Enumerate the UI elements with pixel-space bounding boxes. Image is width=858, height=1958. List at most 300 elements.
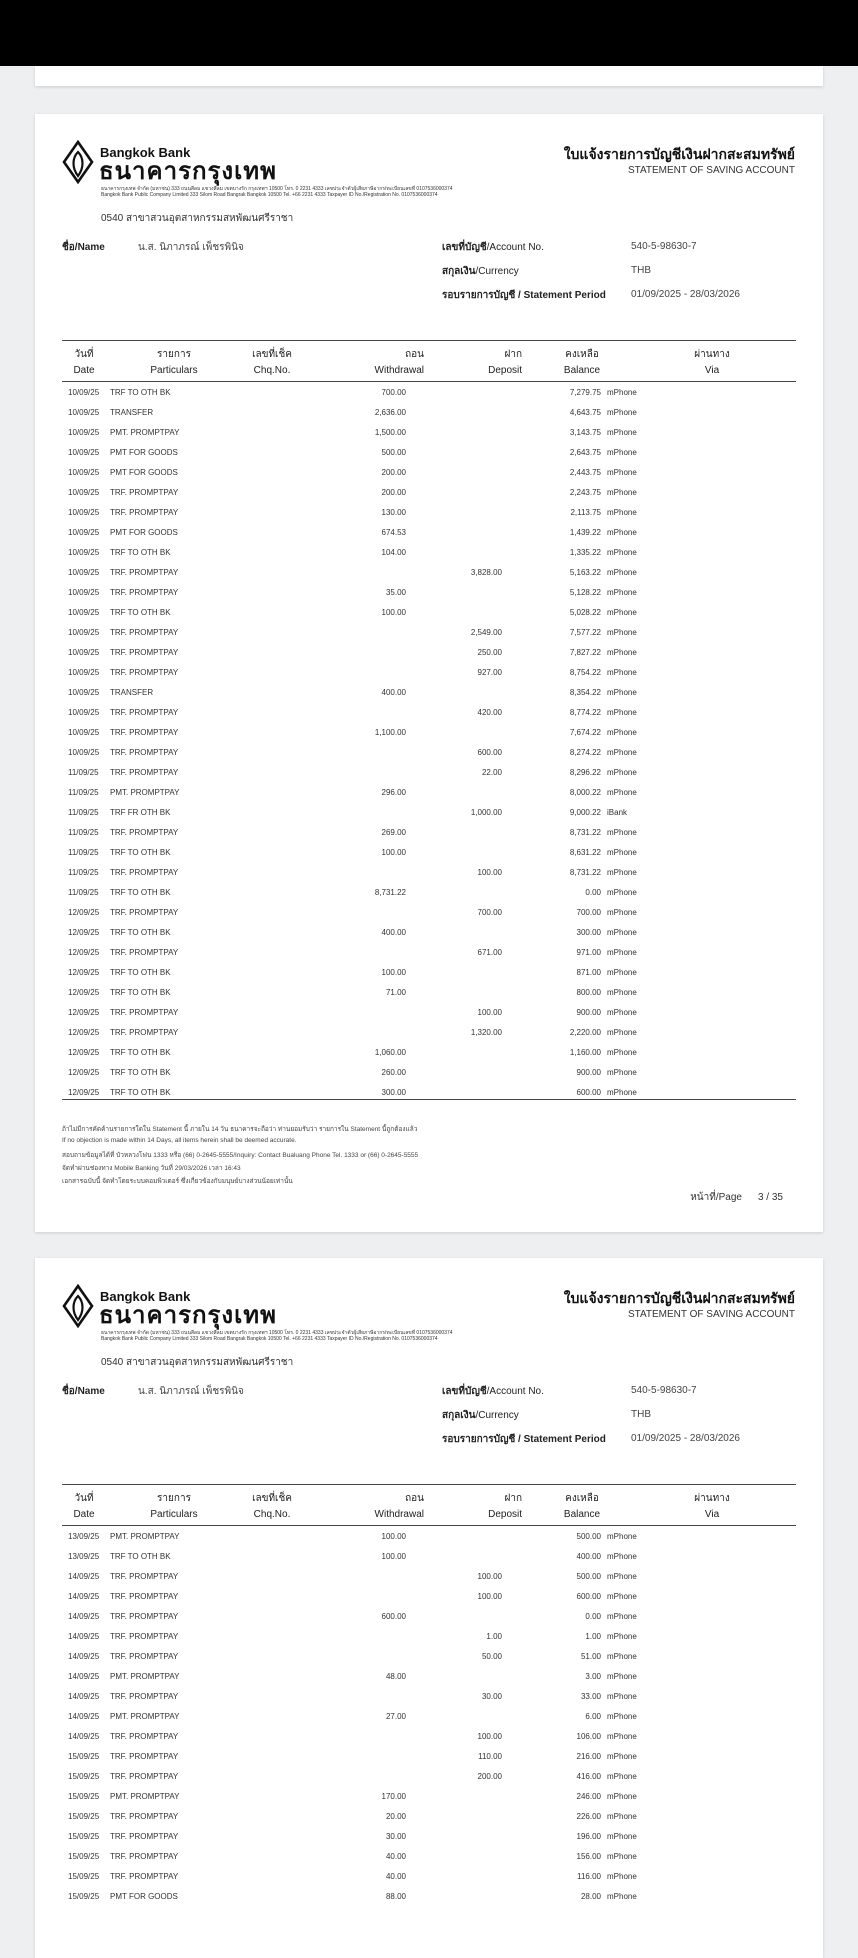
row-date: 15/09/25 [68, 1812, 100, 1821]
row-via: mPhone [607, 1852, 637, 1861]
row-date: 10/09/25 [68, 528, 100, 537]
row-balance: 1,160.00 [569, 1048, 601, 1057]
row-balance: 2,243.75 [569, 488, 601, 497]
row-withdrawal: 71.00 [385, 988, 406, 997]
col-via-en: Via [704, 1509, 720, 1520]
row-withdrawal: 100.00 [381, 1552, 406, 1561]
table-row [62, 902, 796, 922]
row-withdrawal: 200.00 [381, 468, 406, 477]
row-via: mPhone [607, 928, 637, 937]
row-deposit: 420.00 [477, 708, 502, 717]
row-balance: 116.00 [577, 1872, 601, 1881]
row-withdrawal: 40.00 [385, 1852, 406, 1861]
row-deposit: 50.00 [481, 1652, 502, 1661]
row-via: mPhone [607, 448, 637, 457]
row-particulars: PMT FOR GOODS [110, 1892, 178, 1901]
row-balance: 600.00 [576, 1592, 601, 1601]
table-row [62, 1726, 796, 1746]
transactions-table [62, 340, 796, 1102]
row-date: 12/09/25 [68, 968, 100, 977]
row-particulars: TRF. PROMPTPAY [110, 1612, 179, 1621]
row-via: mPhone [607, 908, 637, 917]
row-withdrawal: 600.00 [381, 1612, 406, 1621]
table-row [62, 1786, 796, 1806]
row-balance: 8,000.22 [569, 788, 601, 797]
table-row [62, 722, 796, 742]
row-withdrawal: 40.00 [385, 1872, 406, 1881]
table-row [62, 462, 796, 482]
row-date: 11/09/25 [68, 868, 99, 877]
row-balance: 1.00 [585, 1632, 601, 1641]
account-label: เลขที่บัญชี/Account No. [442, 1386, 544, 1397]
row-via: mPhone [607, 568, 637, 577]
row-date: 10/09/25 [68, 648, 100, 657]
row-withdrawal: 400.00 [381, 688, 406, 697]
row-particulars: TRF TO OTH BK [110, 988, 171, 997]
row-date: 15/09/25 [68, 1752, 100, 1761]
row-deposit: 1,320.00 [470, 1028, 502, 1037]
row-particulars: PMT. PROMPTPAY [110, 1672, 180, 1681]
row-deposit: 1.00 [486, 1632, 502, 1641]
col-withdrawal-th: ถอน [405, 1493, 424, 1504]
row-date: 11/09/25 [68, 888, 99, 897]
row-particulars: TRF. PROMPTPAY [110, 708, 179, 717]
row-via: mPhone [607, 1028, 637, 1037]
table-row [62, 1002, 796, 1022]
table-row [62, 662, 796, 682]
row-balance: 8,774.22 [569, 708, 601, 717]
row-date: 14/09/25 [68, 1692, 100, 1701]
table-row [62, 802, 796, 822]
row-particulars: TRF. PROMPTPAY [110, 748, 179, 757]
table-row [62, 1666, 796, 1686]
account-value: 540-5-98630-7 [631, 241, 697, 252]
row-balance: 500.00 [576, 1572, 601, 1581]
row-date: 14/09/25 [68, 1732, 100, 1741]
row-balance: 6.00 [585, 1712, 601, 1721]
row-balance: 5,028.22 [569, 608, 601, 617]
row-particulars: PMT FOR GOODS [110, 528, 178, 537]
row-balance: 7,674.22 [569, 728, 601, 737]
row-via: mPhone [607, 748, 637, 757]
row-via: mPhone [607, 1812, 637, 1821]
row-deposit: 100.00 [477, 1572, 502, 1581]
previous-page-bottom [35, 66, 823, 86]
table-body [62, 1526, 796, 1906]
row-deposit: 30.00 [481, 1692, 502, 1701]
row-deposit: 100.00 [477, 868, 502, 877]
bank-address-en: Bangkok Bank Public Company Limited 333 Silom Road Bangrak Bangkok 10500 Tel. +66 2231 4333 Taxpayer ID No./Registration No. 0107536000374 [101, 192, 438, 198]
row-via: mPhone [607, 1832, 637, 1841]
col-withdrawal-en: Withdrawal [374, 365, 424, 376]
row-withdrawal: 296.00 [381, 788, 406, 797]
col-balance-th: คงเหลือ [565, 1493, 599, 1504]
table-row [62, 402, 796, 422]
bangkok-bank-lotus-logo-icon [62, 140, 94, 184]
table-row [62, 1606, 796, 1626]
row-date: 10/09/25 [68, 588, 100, 597]
row-balance: 2,643.75 [569, 448, 601, 457]
row-balance: 700.00 [576, 908, 601, 917]
row-particulars: TRF. PROMPTPAY [110, 1732, 179, 1741]
row-date: 12/09/25 [68, 908, 100, 917]
col-balance-en: Balance [563, 1509, 601, 1520]
row-date: 10/09/25 [68, 488, 100, 497]
row-balance: 2,113.75 [570, 508, 601, 517]
row-withdrawal: 100.00 [381, 1532, 406, 1541]
row-particulars: PMT. PROMPTPAY [110, 1792, 180, 1801]
row-deposit: 22.00 [481, 768, 502, 777]
row-date: 12/09/25 [68, 1048, 100, 1057]
col-via-en: Via [704, 365, 720, 376]
row-balance: 400.00 [576, 1552, 601, 1561]
row-date: 10/09/25 [68, 708, 100, 717]
col-cheque-th: เลขที่เช็ค [252, 1493, 292, 1504]
row-balance: 8,631.22 [569, 848, 601, 857]
table-row [62, 1886, 796, 1906]
row-particulars: TRF. PROMPTPAY [110, 1772, 179, 1781]
table-row [62, 542, 796, 562]
row-date: 10/09/25 [68, 748, 100, 757]
table-row [62, 1846, 796, 1866]
table-row [62, 742, 796, 762]
table-row [62, 1062, 796, 1082]
row-deposit: 250.00 [477, 648, 502, 657]
table-row [62, 702, 796, 722]
row-particulars: TRF. PROMPTPAY [110, 828, 179, 837]
table-header [62, 340, 796, 382]
table-row [62, 922, 796, 942]
row-balance: 900.00 [576, 1008, 601, 1017]
row-balance: 216.00 [576, 1752, 601, 1761]
row-withdrawal: 1,100.00 [374, 728, 406, 737]
period-value: 01/09/2025 - 28/03/2026 [631, 1433, 740, 1444]
footer-note: จัดทำผ่านช่องทาง Mobile Banking วันที่ 29/03/2026 เวลา 16:43 [62, 1165, 241, 1172]
row-via: mPhone [607, 1532, 637, 1541]
row-balance: 4,643.75 [569, 408, 601, 417]
row-deposit: 100.00 [477, 1592, 502, 1601]
table-row [62, 622, 796, 642]
row-balance: 9,000.22 [569, 808, 601, 817]
row-via: mPhone [607, 628, 637, 637]
row-via: mPhone [607, 508, 637, 517]
col-withdrawal-th: ถอน [405, 349, 424, 360]
row-particulars: PMT. PROMPTPAY [110, 428, 180, 437]
row-balance: 196.00 [576, 1832, 601, 1841]
table-row [62, 1806, 796, 1826]
row-deposit: 100.00 [477, 1732, 502, 1741]
bank-address-th: ธนาคารกรุงเทพ จำกัด (มหาชน) 333 ถนนสีลม แขวงสีลม เขตบางรัก กรุงเทพฯ 10500 โทร. 0 2231 4333 เลขประจำตัวผู้เสียภาษีอากร/ทะเบียนเลขที่ 0107536000374 [101, 186, 453, 192]
row-via: mPhone [607, 468, 637, 477]
row-via: mPhone [607, 1008, 637, 1017]
row-withdrawal: 2,636.00 [374, 408, 406, 417]
row-via: mPhone [607, 668, 637, 677]
table-row [62, 502, 796, 522]
row-particulars: TRF. PROMPTPAY [110, 1752, 179, 1761]
table-row [62, 562, 796, 582]
row-date: 10/09/25 [68, 568, 100, 577]
row-balance: 8,731.22 [569, 868, 601, 877]
currency-value: THB [631, 265, 651, 276]
row-particulars: TRF. PROMPTPAY [110, 668, 179, 677]
row-withdrawal: 260.00 [381, 1068, 406, 1077]
table-bottom-rule [62, 1099, 796, 1100]
table-row [62, 382, 796, 402]
row-date: 12/09/25 [68, 1028, 100, 1037]
row-via: mPhone [607, 588, 637, 597]
row-withdrawal: 269.00 [381, 828, 406, 837]
currency-label: สกุลเงิน/Currency [442, 266, 519, 277]
row-deposit: 927.00 [477, 668, 502, 677]
row-date: 10/09/25 [68, 468, 100, 477]
row-date: 14/09/25 [68, 1672, 100, 1681]
row-via: mPhone [607, 1872, 637, 1881]
row-particulars: TRF. PROMPTPAY [110, 1028, 179, 1037]
row-balance: 5,163.22 [569, 568, 601, 577]
bangkok-bank-lotus-logo-icon [62, 1284, 94, 1328]
row-date: 14/09/25 [68, 1632, 100, 1641]
row-date: 12/09/25 [68, 988, 100, 997]
row-withdrawal: 27.00 [385, 1712, 406, 1721]
col-via-th: ผ่านทาง [694, 1493, 730, 1504]
footer-note: สอบถามข้อมูลได้ที่ บัวหลวงโฟน 1333 หรือ (66) 0-2645-5555/Inquiry: Contact Bualuang Phone Tel. 1333 or (66) 0-2645-5555 [62, 1152, 419, 1159]
account-value: 540-5-98630-7 [631, 1385, 697, 1396]
bank-address-th: ธนาคารกรุงเทพ จำกัด (มหาชน) 333 ถนนสีลม แขวงสีลม เขตบางรัก กรุงเทพฯ 10500 โทร. 0 2231 4333 เลขประจำตัวผู้เสียภาษีอากร/ทะเบียนเลขที่ 0107536000374 [101, 1330, 453, 1336]
row-particulars: TRF TO OTH BK [110, 608, 171, 617]
row-balance: 971.00 [576, 948, 601, 957]
row-particulars: TRF. PROMPTPAY [110, 1852, 179, 1861]
row-particulars: TRF. PROMPTPAY [110, 1812, 179, 1821]
table-row [62, 1866, 796, 1886]
table-row [62, 422, 796, 442]
row-date: 10/09/25 [68, 428, 100, 437]
row-via: mPhone [607, 728, 637, 737]
row-via: mPhone [607, 428, 637, 437]
table-row [62, 1586, 796, 1606]
table-row [62, 1022, 796, 1042]
row-balance: 416.00 [576, 1772, 601, 1781]
row-particulars: TRF. PROMPTPAY [110, 1008, 179, 1017]
table-row [62, 782, 796, 802]
row-date: 10/09/25 [68, 548, 100, 557]
row-balance: 1,335.22 [569, 548, 601, 557]
bank-name-en: Bangkok Bank [100, 1289, 191, 1304]
col-particulars-th: รายการ [157, 349, 191, 360]
row-particulars: PMT. PROMPTPAY [110, 1712, 180, 1721]
row-particulars: TRF TO OTH BK [110, 1088, 171, 1097]
row-via: mPhone [607, 548, 637, 557]
table-row [62, 842, 796, 862]
row-via: mPhone [607, 1692, 637, 1701]
col-particulars-en: Particulars [150, 365, 198, 376]
row-balance: 7,577.22 [569, 628, 601, 637]
statement-page [35, 1258, 823, 1958]
period-value: 01/09/2025 - 28/03/2026 [631, 289, 740, 300]
row-via: mPhone [607, 1652, 637, 1661]
row-date: 14/09/25 [68, 1652, 100, 1661]
name-value: น.ส. นิภาภรณ์ เพ็ชรพินิจ [138, 242, 244, 253]
table-row [62, 1766, 796, 1786]
account-label: เลขที่บัญชี/Account No. [442, 242, 544, 253]
row-balance: 800.00 [576, 988, 601, 997]
row-balance: 28.00 [580, 1892, 601, 1901]
col-cheque-en: Chq.No. [253, 1509, 291, 1520]
row-balance: 300.00 [576, 928, 601, 937]
branch: 0540 สาขาสวนอุตสาหกรรมสหพัฒนศรีราชา [101, 1357, 294, 1368]
page-number: หน้าที่/Page 3 / 35 [690, 1192, 783, 1203]
row-date: 10/09/25 [68, 668, 100, 677]
row-balance: 871.00 [576, 968, 601, 977]
row-particulars: TRF TO OTH BK [110, 388, 171, 397]
row-via: mPhone [607, 948, 637, 957]
row-date: 15/09/25 [68, 1772, 100, 1781]
row-date: 12/09/25 [68, 928, 100, 937]
row-withdrawal: 170.00 [381, 1792, 406, 1801]
row-balance: 106.00 [576, 1732, 601, 1741]
row-date: 11/09/25 [68, 828, 99, 837]
table-row [62, 1042, 796, 1062]
row-deposit: 671.00 [477, 948, 502, 957]
row-withdrawal: 100.00 [381, 848, 406, 857]
name-label: ชื่อ/Name [62, 1386, 105, 1397]
row-particulars: TRF TO OTH BK [110, 1048, 171, 1057]
table-row [62, 1746, 796, 1766]
table-row [62, 982, 796, 1002]
row-balance: 600.00 [576, 1088, 601, 1097]
row-via: mPhone [607, 1572, 637, 1581]
row-via: mPhone [607, 708, 637, 717]
table-row [62, 882, 796, 902]
table-row [62, 1546, 796, 1566]
row-balance: 51.00 [580, 1652, 601, 1661]
row-via: mPhone [607, 868, 637, 877]
row-particulars: TRF. PROMPTPAY [110, 1872, 179, 1881]
table-row [62, 442, 796, 462]
table-row [62, 582, 796, 602]
col-date-th: วันที่ [74, 1493, 94, 1504]
col-deposit-en: Deposit [488, 1509, 522, 1520]
row-via: mPhone [607, 1672, 637, 1681]
row-particulars: TRF TO OTH BK [110, 548, 171, 557]
row-deposit: 1,000.00 [470, 808, 502, 817]
row-particulars: TRF. PROMPTPAY [110, 1572, 179, 1581]
row-particulars: TRANSFER [110, 408, 154, 417]
row-via: mPhone [607, 1552, 637, 1561]
row-via: mPhone [607, 488, 637, 497]
row-particulars: TRF FR OTH BK [110, 808, 171, 817]
table-row [62, 1626, 796, 1646]
row-particulars: TRF. PROMPTPAY [110, 728, 179, 737]
col-withdrawal-en: Withdrawal [374, 1509, 424, 1520]
row-withdrawal: 100.00 [381, 608, 406, 617]
row-date: 10/09/25 [68, 688, 100, 697]
statement-title-en: STATEMENT OF SAVING ACCOUNT [627, 165, 795, 176]
bank-name-th: ธนาคารกรุงเทพ [99, 157, 277, 185]
col-deposit-en: Deposit [488, 365, 522, 376]
row-particulars: TRF. PROMPTPAY [110, 508, 179, 517]
transactions-table [62, 1484, 796, 1906]
row-deposit: 3,828.00 [470, 568, 502, 577]
row-particulars: TRF. PROMPTPAY [110, 768, 179, 777]
row-withdrawal: 48.00 [385, 1672, 406, 1681]
row-particulars: TRF TO OTH BK [110, 1068, 171, 1077]
table-header [62, 1484, 796, 1526]
row-via: mPhone [607, 848, 637, 857]
name-value: น.ส. นิภาภรณ์ เพ็ชรพินิจ [138, 1386, 244, 1397]
row-date: 10/09/25 [68, 408, 100, 417]
row-withdrawal: 100.00 [381, 968, 406, 977]
row-particulars: TRF. PROMPTPAY [110, 628, 179, 637]
row-date: 11/09/25 [68, 848, 99, 857]
row-via: mPhone [607, 888, 637, 897]
row-particulars: TRF. PROMPTPAY [110, 1632, 179, 1641]
table-row [62, 1566, 796, 1586]
row-date: 15/09/25 [68, 1792, 100, 1801]
row-via: mPhone [607, 968, 637, 977]
row-via: mPhone [607, 1732, 637, 1741]
row-withdrawal: 88.00 [385, 1892, 406, 1901]
row-withdrawal: 300.00 [381, 1088, 406, 1097]
period-label: รอบรายการบัญชี / Statement Period [442, 290, 606, 301]
table-row [62, 602, 796, 622]
currency-label: สกุลเงิน/Currency [442, 1410, 519, 1421]
col-particulars-th: รายการ [157, 1493, 191, 1504]
row-balance: 8,274.22 [569, 748, 601, 757]
table-row [62, 1646, 796, 1666]
row-via: mPhone [607, 1612, 637, 1621]
row-withdrawal: 1,060.00 [374, 1048, 406, 1057]
statement-title-th: ใบแจ้งรายการบัญชีเงินฝากสะสมทรัพย์ [563, 1291, 795, 1307]
table-row [62, 522, 796, 542]
row-balance: 7,279.75 [569, 388, 601, 397]
row-withdrawal: 500.00 [381, 448, 406, 457]
row-balance: 0.00 [585, 888, 601, 897]
table-row [62, 682, 796, 702]
col-balance-en: Balance [563, 365, 601, 376]
row-particulars: TRF TO OTH BK [110, 888, 171, 897]
row-date: 14/09/25 [68, 1572, 100, 1581]
col-date-en: Date [73, 365, 95, 376]
row-withdrawal: 35.00 [385, 588, 406, 597]
table-body [62, 382, 796, 1102]
row-date: 12/09/25 [68, 1088, 100, 1097]
row-balance: 7,827.22 [569, 648, 601, 657]
row-particulars: TRF TO OTH BK [110, 968, 171, 977]
row-particulars: PMT FOR GOODS [110, 448, 178, 457]
table-row [62, 1686, 796, 1706]
table-row [62, 1526, 796, 1546]
row-particulars: TRF TO OTH BK [110, 1552, 171, 1561]
footer-note: เอกสารฉบับนี้ จัดทำโดยระบบคอมพิวเตอร์ ซึ่งเกี่ยวข้องกับมนุษย์บางส่วนน้อยเท่านั้น [62, 1178, 293, 1185]
row-particulars: TRF. PROMPTPAY [110, 1832, 179, 1841]
row-date: 10/09/25 [68, 628, 100, 637]
row-via: mPhone [607, 1892, 637, 1901]
bank-name-en: Bangkok Bank [100, 145, 191, 160]
row-balance: 246.00 [576, 1792, 601, 1801]
row-balance: 8,754.22 [569, 668, 601, 677]
col-balance-th: คงเหลือ [565, 349, 599, 360]
row-particulars: TRF. PROMPTPAY [110, 868, 179, 877]
col-date-th: วันที่ [74, 349, 94, 360]
row-withdrawal: 130.00 [381, 508, 406, 517]
row-via: mPhone [607, 1792, 637, 1801]
row-particulars: TRF. PROMPTPAY [110, 648, 179, 657]
row-deposit: 700.00 [477, 908, 502, 917]
row-date: 14/09/25 [68, 1712, 100, 1721]
row-date: 12/09/25 [68, 1008, 100, 1017]
row-date: 10/09/25 [68, 388, 100, 397]
row-particulars: TRF. PROMPTPAY [110, 1692, 179, 1701]
